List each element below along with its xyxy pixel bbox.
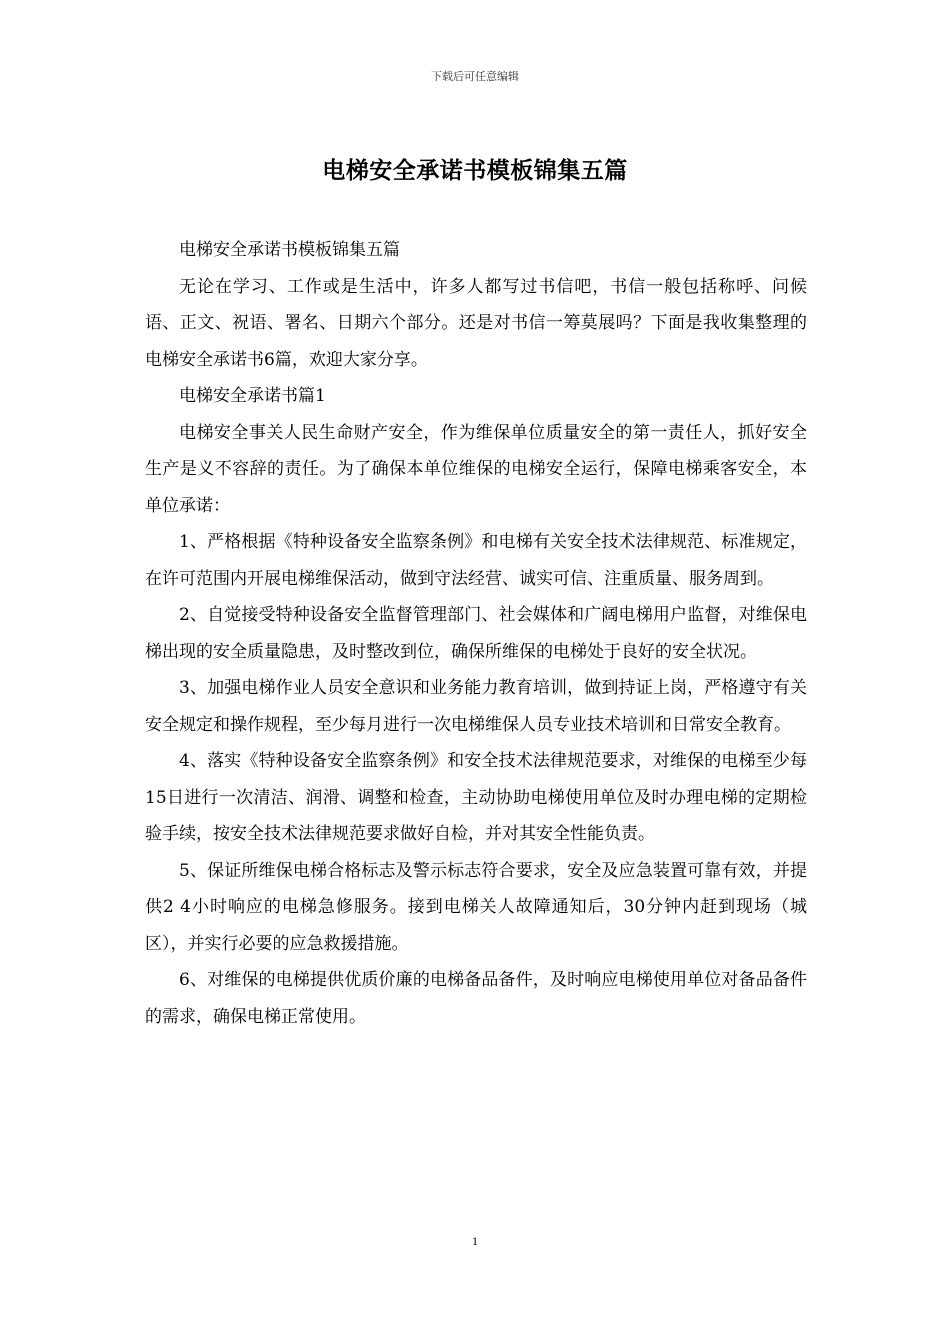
header-note: 下载后可任意编辑 (431, 70, 519, 83)
subtitle-paragraph: 电梯安全承诺书模板锦集五篇 (179, 240, 400, 260)
document-body (145, 232, 807, 1035)
preamble-paragraph: 电梯安全事关人民生命财产安全，作为维保单位质量安全的第一责任人，抓好安全生产是义不容辞的责任。为了确保本单位维保的电梯安全运行，保障电梯乘客安全，本单位承诺： (145, 422, 807, 516)
commitment-item-2: 2、自觉接受特种设备安全监督管理部门、社会媒体和广阔电梯用户监督，对维保电梯出现的安全质量隐患，及时整改到位，确保所维保的电梯处于良好的安全状况。 (145, 605, 807, 662)
commitment-item-5: 5、保证所维保电梯合格标志及警示标志符合要求，安全及应急装置可靠有效，并提供2 4小时响应的电梯急修服务。接到电梯关人故障通知后，30分钟内赶到现场（城区），并实行必要的应急救援措施。 (145, 860, 807, 954)
page-number: 1 (472, 1234, 478, 1248)
commitment-item-6: 6、对维保的电梯提供优质价廉的电梯备品备件，及时响应电梯使用单位对备品备件的需求，确保电梯正常使用。 (145, 970, 807, 1027)
section-heading: 电梯安全承诺书篇1 (179, 386, 326, 406)
document-title: 电梯安全承诺书模板锦集五篇 (322, 157, 628, 184)
commitment-item-4: 4、落实《特种设备安全监察条例》和安全技术法律规范要求，对维保的电梯至少每15日进行一次清洁、润滑、调整和检查，主动协助电梯使用单位及时办理电梯的定期检验手续，按安全技术法律规范要求做好自检，并对其安全性能负责。 (145, 751, 807, 844)
intro-paragraph: 无论在学习、工作或是生活中，许多人都写过书信吧，书信一般包括称呼、问候语、正文、祝语、署名、日期六个部分。还是对书信一筹莫展吗？下面是我收集整理的电梯安全承诺书6篇，欢迎大家分享。 (145, 276, 807, 370)
commitment-item-1: 1、严格根据《特种设备安全监察条例》和电梯有关安全技术法律规范、标准规定，在许可范围内开展电梯维保活动，做到守法经营、诚实可信、注重质量、服务周到。 (145, 532, 807, 589)
commitment-item-3: 3、加强电梯作业人员安全意识和业务能力教育培训，做到持证上岗，严格遵守有关安全规定和操作规程，至少每月进行一次电梯维保人员专业技术培训和日常安全教育。 (145, 678, 807, 735)
